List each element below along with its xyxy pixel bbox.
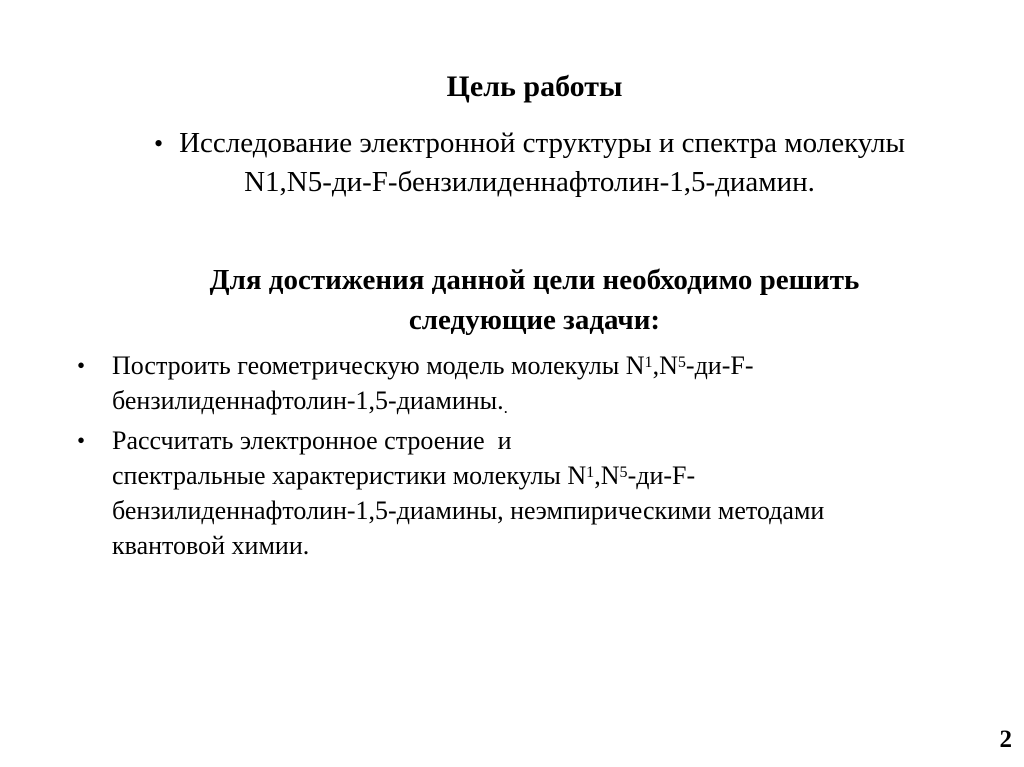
task1-line1-text: -ди-F- [685, 351, 754, 380]
task2-line2-text: спектральные характеристики молекулы N [112, 461, 587, 490]
task2-line3-text: бензилиденнафтолин-1,5-диамины, неэмпирическими методами [112, 496, 825, 525]
task-item-2 [0, 423, 964, 563]
task2-line2-text: -ди-F- [627, 461, 696, 490]
task2-superscript-5: 5 [619, 463, 628, 481]
goal-line-1: Исследование электронной структуры и спектра молекулы [179, 127, 905, 159]
slide-title: Цель работы [446, 70, 623, 103]
bullet-icon: • [154, 129, 164, 158]
bullet-icon: • [77, 353, 86, 378]
task2-line4-text: квантовой химии. [112, 531, 310, 560]
task1-line2-text: бензилиденнафтолин-1,5-диамины. [112, 386, 504, 415]
page-number: 2 [999, 726, 1012, 753]
tasks-heading [70, 260, 999, 340]
tasks-heading-line-1: Для достижения данной цели необходимо решить [209, 264, 860, 296]
goal-line-2: N1,N5-ди-F-бензилиденнафтолин-1,5-диамин. [244, 166, 815, 198]
task-item-1 [0, 348, 964, 418]
task1-trailing-dot: . [503, 398, 508, 418]
goal-paragraph [60, 124, 999, 201]
task1-superscript-1: 1 [644, 353, 653, 371]
task1-line1-text: ,N [652, 351, 678, 380]
task1-line1-text: Построить геометрическую модель молекулы N [112, 351, 645, 380]
bullet-icon: • [77, 428, 86, 453]
task2-line2-text: ,N [594, 461, 620, 490]
task2-superscript-1: 1 [586, 463, 595, 481]
task1-superscript-5: 5 [677, 353, 686, 371]
task2-line1-text: Рассчитать электронное строение и [112, 426, 512, 455]
tasks-heading-line-2: следующие задачи: [408, 304, 661, 336]
